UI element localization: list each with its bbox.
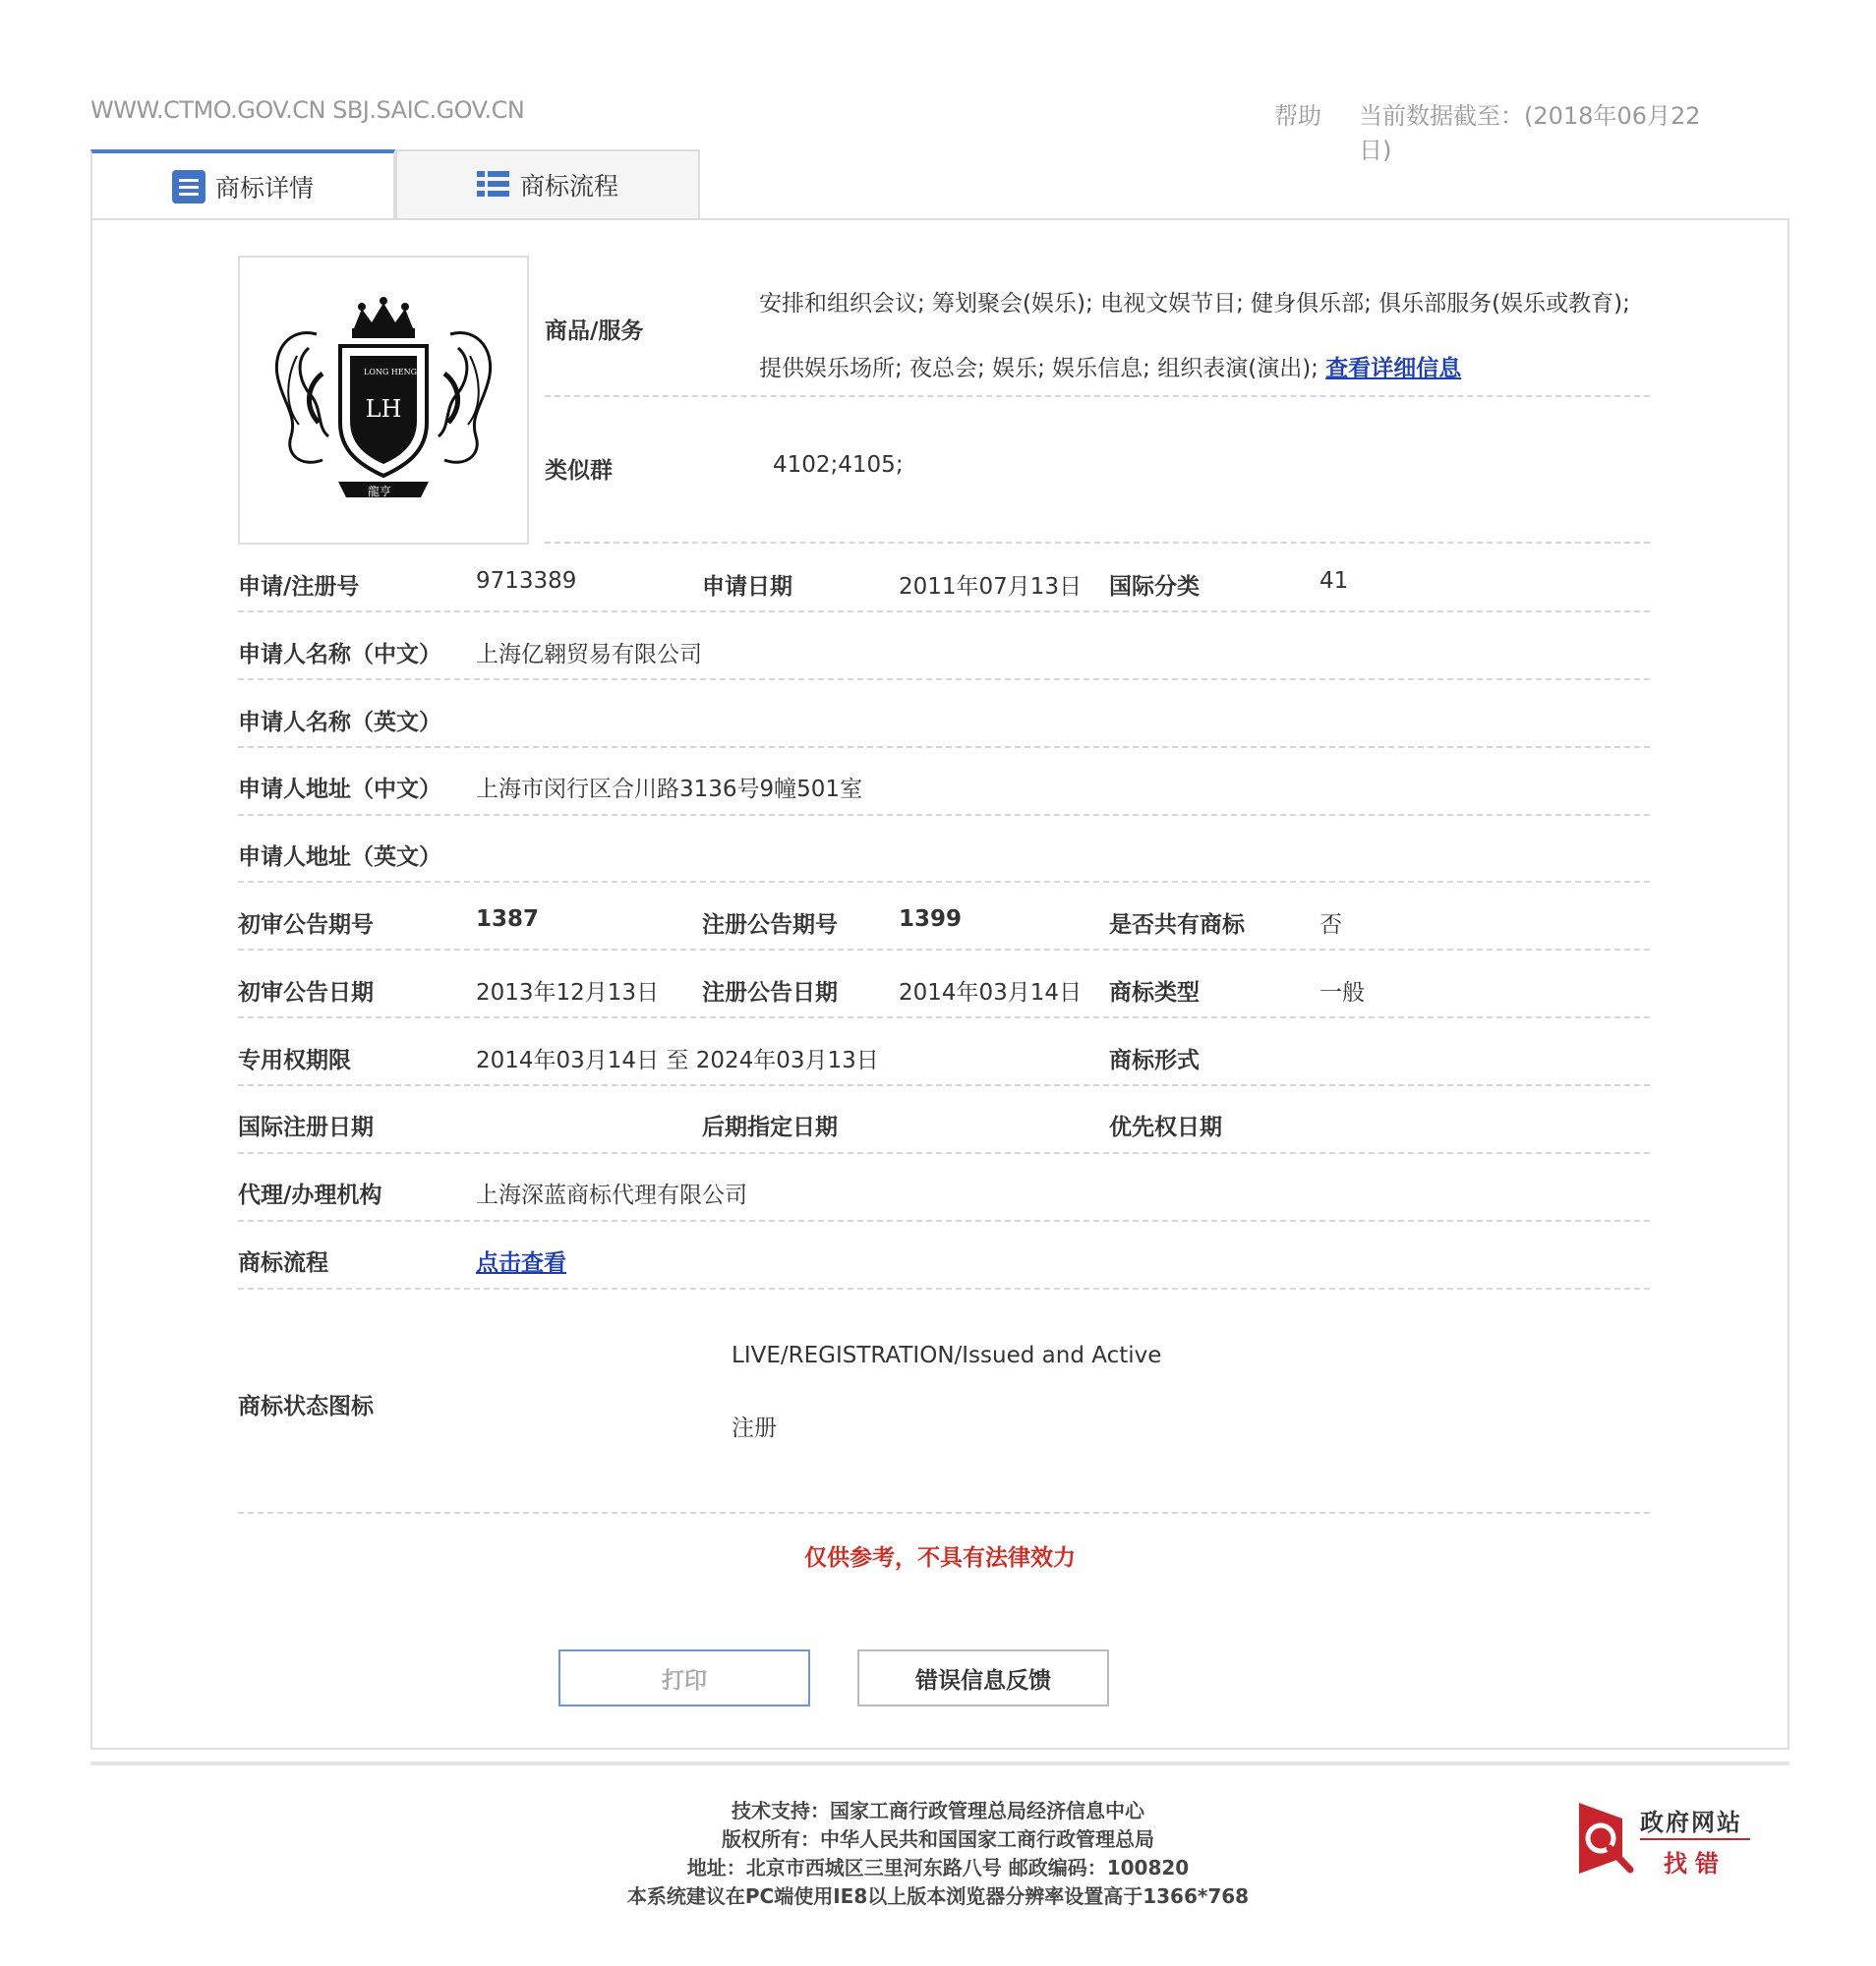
- help-link[interactable]: 帮助: [1274, 102, 1321, 130]
- reg-pub-no-label: 注册公告期号: [702, 912, 838, 938]
- footer-divider: [90, 1762, 1789, 1765]
- shared-value: 否: [1319, 912, 1342, 938]
- similar-group-label: 类似群: [545, 458, 613, 484]
- type-value: 一般: [1319, 980, 1365, 1006]
- similar-group-value: 4102;4105;: [773, 452, 904, 478]
- intl-class-value: 41: [1319, 568, 1349, 594]
- address-cn-value: 上海市闵行区合川路3136号9幢501室: [476, 777, 863, 802]
- apply-date-label: 申请日期: [702, 574, 792, 600]
- tab-trademark-flow[interactable]: [395, 149, 700, 218]
- magnifier-icon: [1577, 1801, 1636, 1876]
- priority-label: 优先权日期: [1109, 1115, 1222, 1140]
- process-view-link[interactable]: 点击查看: [476, 1250, 566, 1276]
- badge-subtitle: 找错: [1664, 1850, 1727, 1878]
- detail-panel: [90, 218, 1789, 1750]
- status-cn-value: 注册: [732, 1416, 777, 1441]
- divider: [238, 678, 1650, 680]
- applicant-cn-label: 申请人名称（中文）: [238, 642, 441, 667]
- intl-class-label: 国际分类: [1109, 574, 1200, 600]
- top-bar: [90, 96, 1730, 164]
- reg-no-label: 申请/注册号: [238, 574, 360, 600]
- reg-pub-no-value: 1399: [899, 906, 963, 932]
- footer-browser-note: 本系统建议在PC端使用IE8以上版本浏览器分辨率设置高于1366*768: [626, 1884, 1250, 1908]
- status-en-value: LIVE/REGISTRATION/Issued and Active: [732, 1343, 1162, 1368]
- later-designation-label: 后期指定日期: [702, 1115, 838, 1140]
- tab-label: 商标详情: [214, 174, 314, 202]
- term-value: 2014年03月14日 至 2024年03月13日: [476, 1048, 879, 1073]
- trademark-image: [238, 256, 529, 545]
- term-label: 专用权期限: [238, 1048, 351, 1073]
- footer-address: 地址：北京市西城区三里河东路八号 邮政编码：100820: [686, 1856, 1190, 1879]
- type-label: 商标类型: [1109, 980, 1200, 1006]
- divider: [238, 1016, 1650, 1018]
- apply-date-value: 2011年07月13日: [899, 574, 1083, 600]
- divider: [238, 949, 1650, 951]
- tab-label: 商标流程: [519, 172, 618, 201]
- logo-top-text: LONG HENG: [364, 368, 418, 376]
- footer-copyright: 版权所有：中华人民共和国国家工商行政管理总局: [722, 1827, 1154, 1851]
- data-date: 当前数据截至：(2018年06月22日): [1359, 102, 1701, 164]
- agent-label: 代理/办理机构: [238, 1183, 382, 1208]
- divider: [238, 1084, 1650, 1086]
- intl-reg-date-label: 国际注册日期: [238, 1115, 374, 1140]
- divider: [238, 1288, 1650, 1290]
- divider: [238, 1220, 1650, 1222]
- logo-monogram: LH: [365, 395, 402, 423]
- status-label: 商标状态图标: [238, 1394, 374, 1419]
- prelim-date-label: 初审公告日期: [238, 980, 374, 1006]
- divider: [545, 542, 1650, 544]
- divider: [238, 1152, 1650, 1154]
- prelim-no-value: 1387: [476, 906, 540, 932]
- goods-services-text: 安排和组织会议; 筹划聚会(娱乐); 电视文娱节目; 健身俱乐部; 俱乐部服务(娱乐或教育); 提供娱乐场所; 夜总会; 娱乐; 娱乐信息; 组织表演(演出);: [759, 291, 1630, 381]
- divider: [238, 881, 1650, 883]
- legal-notice: 仅供参考，不具有法律效力: [804, 1545, 1076, 1571]
- reg-no-value: 9713389: [476, 568, 577, 594]
- form-label: 商标形式: [1109, 1048, 1200, 1073]
- reg-pub-date-label: 注册公告日期: [702, 980, 838, 1006]
- tab-trademark-detail[interactable]: [90, 149, 395, 220]
- applicant-en-label: 申请人名称（英文）: [238, 710, 441, 735]
- goods-services-label: 商品/服务: [545, 318, 644, 344]
- prelim-no-label: 初审公告期号: [238, 912, 374, 938]
- divider: [238, 610, 1650, 612]
- print-button[interactable]: 打印: [558, 1649, 810, 1706]
- reg-pub-date-value: 2014年03月14日: [899, 980, 1083, 1006]
- agent-value: 上海深蓝商标代理有限公司: [476, 1183, 747, 1208]
- divider: [238, 746, 1650, 748]
- logo-bottom-text: 龍亨: [368, 485, 392, 498]
- view-details-link[interactable]: 查看详细信息: [1325, 356, 1462, 381]
- divider: [545, 395, 1650, 397]
- feedback-button[interactable]: 错误信息反馈: [857, 1649, 1109, 1706]
- divider: [238, 1512, 1650, 1514]
- address-cn-label: 申请人地址（中文）: [238, 777, 441, 802]
- shared-label: 是否共有商标: [1109, 912, 1245, 938]
- gov-site-error-badge[interactable]: [1577, 1801, 1754, 1879]
- footer-tech-support: 技术支持：国家工商行政管理总局经济信息中心: [732, 1799, 1144, 1822]
- divider: [238, 814, 1650, 816]
- badge-title: 政府网站: [1640, 1809, 1742, 1836]
- list-flow-icon: [477, 168, 510, 202]
- prelim-date-value: 2013年12月13日: [476, 980, 660, 1006]
- badge-divider: [1640, 1838, 1750, 1840]
- applicant-cn-value: 上海亿翱贸易有限公司: [476, 642, 702, 667]
- process-label: 商标流程: [238, 1250, 328, 1276]
- goods-services-value: [759, 271, 1650, 401]
- list-detail-icon: [172, 170, 205, 203]
- site-domains: WWW.CTMO.GOV.CN SBJ.SAIC.GOV.CN: [90, 96, 525, 124]
- address-en-label: 申请人地址（英文）: [238, 844, 441, 870]
